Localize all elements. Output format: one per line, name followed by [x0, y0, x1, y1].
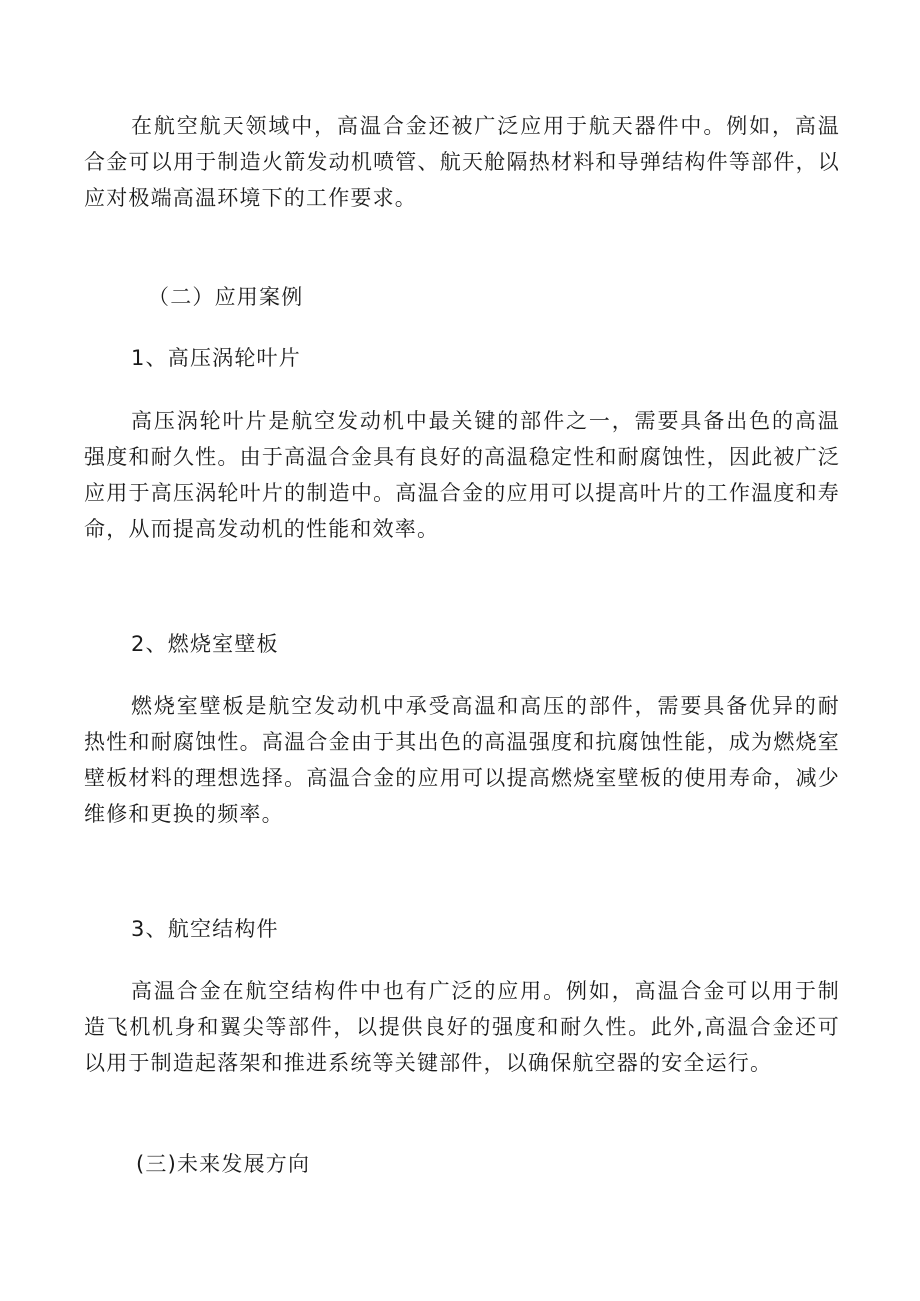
- case-heading-turbine-blades: 1、高压涡轮叶片: [131, 346, 301, 370]
- paragraph-turbine-blades: 高压涡轮叶片是航空发动机中最关键的部件之一，需要具备出色的高温强度和耐久性。由于高温合金具有良好的高温稳定性和耐腐蚀性，因此被广泛应用于高压涡轮叶片的制造中。高温合金的应用可以提高叶片的工作温度和寿命，从而提高发动机的性能和效率。: [84, 409, 840, 541]
- paragraph-combustor-liner: 燃烧室壁板是航空发动机中承受高温和高压的部件，需要具备优异的耐热性和耐腐蚀性。高温合金由于其出色的高温强度和抗腐蚀性能，成为燃烧室壁板材料的理想选择。高温合金的应用可以提高燃烧室壁板的使用寿命，减少维修和更换的频率。: [84, 694, 840, 826]
- section-heading-application-cases: （二）应用案例: [148, 285, 304, 309]
- paragraph-aerospace-applications: 在航空航天领域中，高温合金还被广泛应用于航天器件中。例如，高温合金可以用于制造火箭发动机喷管、航天舱隔热材料和导弹结构件等部件，以应对极端高温环境下的工作要求。: [84, 114, 840, 210]
- case-heading-aero-structures: 3、航空结构件: [131, 917, 279, 941]
- case-heading-combustor-liner: 2、燃烧室壁板: [131, 632, 279, 656]
- paragraph-aero-structures: 高温合金在航空结构件中也有广泛的应用。例如，高温合金可以用于制造飞机机身和翼尖等部件，以提供良好的强度和耐久性。此外,高温合金还可以用于制造起落架和推进系统等关键部件，以确保航空器的安全运行。: [84, 979, 840, 1075]
- section-heading-future-direction: (三)未来发展方向: [136, 1152, 311, 1176]
